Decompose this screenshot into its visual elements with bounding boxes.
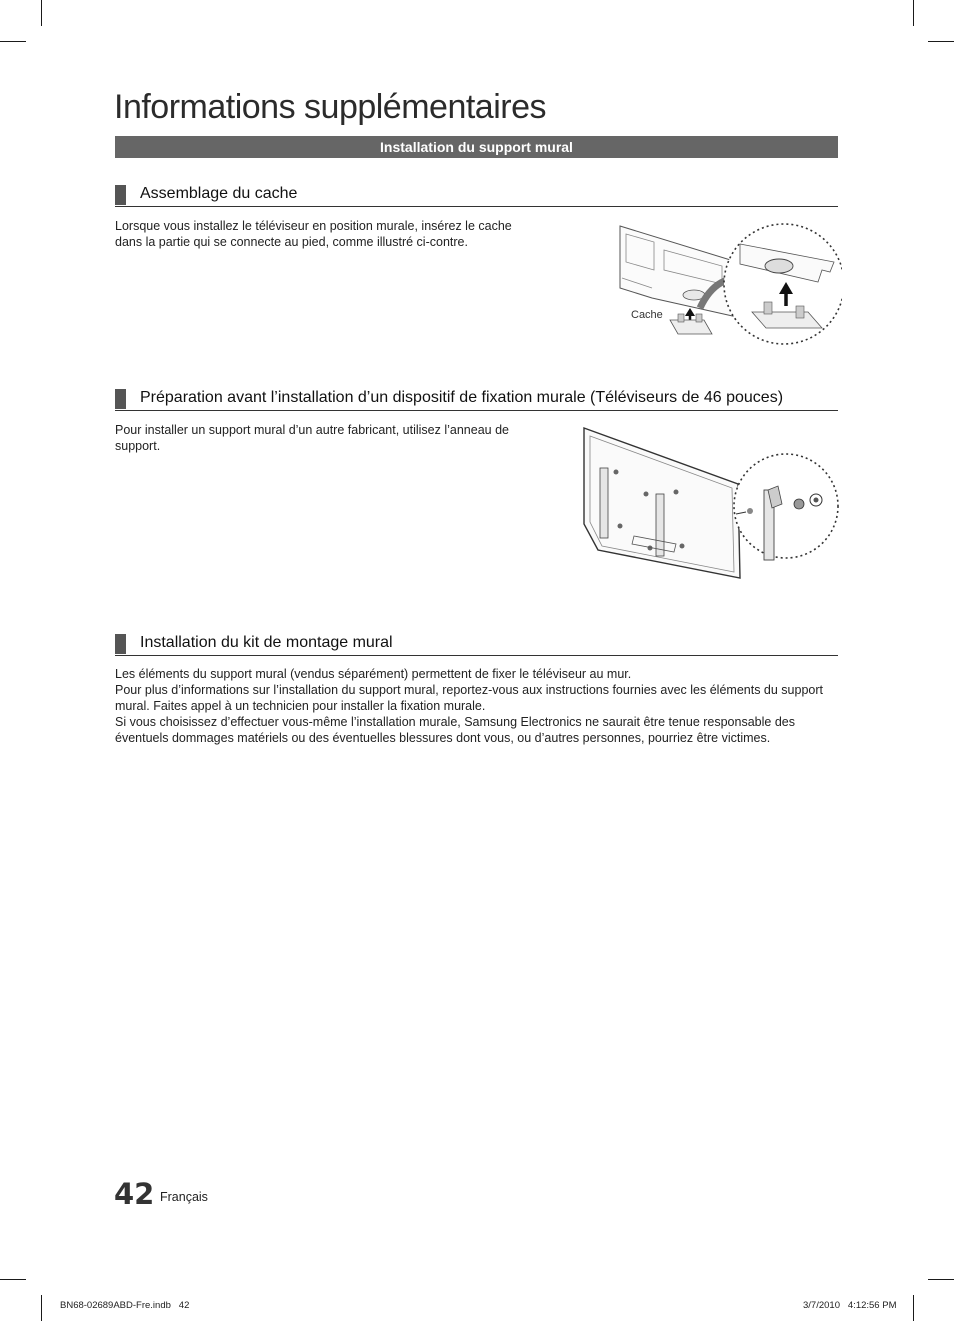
- page-number: 42: [114, 1177, 155, 1211]
- section-heading: [115, 184, 838, 207]
- crop-mark: [913, 1295, 914, 1321]
- section-heading-text: Installation du kit de montage mural: [140, 634, 393, 651]
- section-body-text: Lorsque vous installez le téléviseur en position murale, insérez le cache dans la partie qui se connecte au pied, comme illustré ci-contre.: [115, 219, 512, 249]
- section-body-text: Pour installer un support mural d’un autre fabricant, utilisez l’anneau de support.: [115, 423, 509, 453]
- crop-mark: [41, 0, 42, 26]
- section-heading: [115, 388, 838, 411]
- footer-file-info: BN68-02689ABD-Fre.indb 42: [60, 1300, 190, 1311]
- paragraph: Si vous choisissez d’effectuer vous-même l’installation murale, Samsung Electronics ne saurait être tenue responsable des éventuels dommages matériels ou des éventuelles blessures dont vous, ou d’autres personnes, pourriez être victimes.: [115, 715, 795, 745]
- section-heading-text: Préparation avant l’installation d’un dispositif de fixation murale (Téléviseurs de 46 pouces): [140, 389, 784, 406]
- page-language: Français: [160, 1190, 208, 1204]
- paragraph: Pour plus d’informations sur l’installation du support mural, reportez-vous aux instructions fournies avec les éléments du support mural. Faites appel à un technicien pour installer la fixation murale.: [115, 683, 823, 713]
- wall-mount-ring-figure: [578, 424, 840, 584]
- cache-assembly-figure: [612, 222, 842, 352]
- section-heading-text: Assemblage du cache: [140, 185, 298, 202]
- crop-mark: [928, 41, 954, 42]
- heading-marker: [115, 185, 126, 205]
- section-banner: Installation du support mural: [115, 136, 838, 158]
- crop-mark: [0, 41, 26, 42]
- heading-marker: [115, 634, 126, 654]
- section-body-text: [115, 666, 839, 746]
- crop-mark: [913, 0, 914, 26]
- crop-mark: [0, 1279, 26, 1280]
- paragraph: Les éléments du support mural (vendus séparément) permettent de fixer le téléviseur au mur.: [115, 667, 632, 681]
- heading-marker: [115, 389, 126, 409]
- crop-mark: [928, 1279, 954, 1280]
- footer-timestamp: 3/7/2010 4:12:56 PM: [803, 1300, 897, 1311]
- cache-label: Cache: [631, 309, 663, 321]
- page-title: Informations supplémentaires: [114, 88, 547, 126]
- section-heading: [115, 633, 838, 656]
- crop-mark: [41, 1295, 42, 1321]
